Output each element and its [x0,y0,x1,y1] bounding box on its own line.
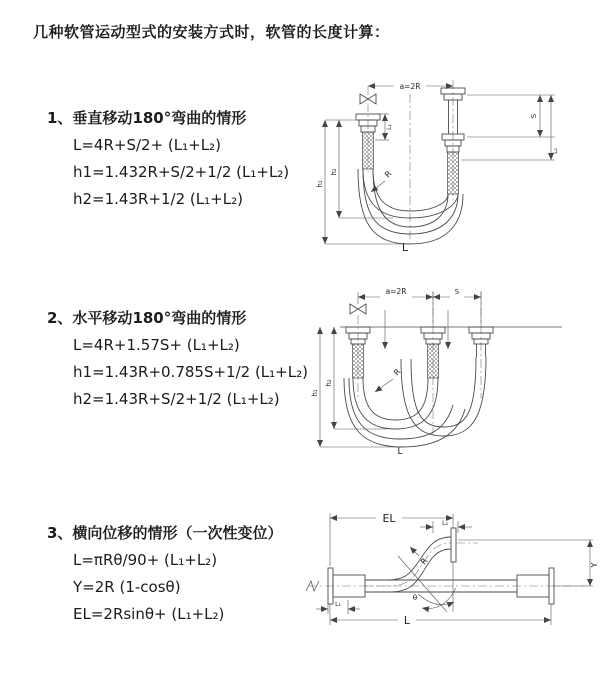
diagram-horizontal-180-bend [312,283,600,455]
dim-label-a2r: a=2R [385,287,407,296]
dim-label-y: Y [590,562,599,568]
dim-label-l: L [403,614,411,627]
dim-label-l1: L₁ [386,124,393,130]
dim-label-l2: L₂ [442,520,448,527]
pipe-assemblies [328,528,554,604]
upper-flange-plate [451,528,456,562]
dim-label-l1: L₁ [335,601,341,608]
braided-hose-section [448,152,459,194]
formula-line: L=4R+1.57S+ (L₁+L₂) [73,336,240,354]
formula-line: L=πRθ/90+ (L₁+L₂) [73,551,218,569]
dim-label-l: L [401,241,409,254]
dim-label-h2: h₂ [325,379,333,387]
radius-label: R [383,169,394,180]
braided-hose-section [353,344,364,378]
diagram-lateral-displacement [302,500,600,660]
hose-s-curve [365,537,451,592]
valve-icon [350,304,366,314]
centerlines [358,291,481,435]
dim-label-h2: h₂ [330,168,338,176]
dim-label-el: EL [382,512,396,525]
section-3-heading: 3、横向位移的情形（一次性变位） [47,524,283,542]
dim-label-a2r: a=2R [399,82,421,91]
dim-label-l2: L₂ [552,148,559,154]
section-1-heading: 1、垂直移动180°弯曲的情形 [47,109,247,127]
dimension-lines [316,513,593,625]
dim-label-s: S [454,288,460,296]
dim-label-h1: h₁ [311,389,319,397]
radius-label: R [418,556,430,567]
section-2-formulas [73,332,308,413]
section-2-heading: 2、水平移动180°弯曲的情形 [47,309,247,327]
formula-line: h1=1.43R+0.785S+1/2 (L₁+L₂) [73,363,308,381]
formula-line: L=4R+S/2+ (L₁+L₂) [73,136,221,154]
dim-label-l: L [397,447,403,457]
pipe-assemblies [346,304,493,378]
dimension-lines [325,86,555,244]
braided-hose-section [428,344,439,378]
diagram-vertical-180-bend [315,72,587,267]
section-1-formulas [73,132,289,213]
section-3-formulas [73,547,224,628]
dim-label-h1: h₁ [316,180,324,188]
dim-label-s: S [530,113,538,119]
formula-line: h1=1.432R+S/2+1/2 (L₁+L₂) [73,163,290,181]
valve-icon [360,94,376,104]
dimension-lines [320,292,481,447]
formula-line: Y=2R (1-cosθ) [73,578,181,596]
angle-label: θ [412,594,418,602]
radius-label: R [392,367,403,378]
formula-line: h2=1.43R+1/2 (L₁+L₂) [73,190,243,208]
formula-line: EL=2Rsinθ+ (L₁+L₂) [73,605,225,623]
braided-hose-section [363,132,374,169]
formula-line: h2=1.43R+S/2+1/2 (L₁+L₂) [73,390,280,408]
break-mark [306,581,319,591]
page-title: 几种软管运动型式的安装方式时，软管的长度计算： [33,23,390,41]
hose-u-curves [344,357,486,447]
